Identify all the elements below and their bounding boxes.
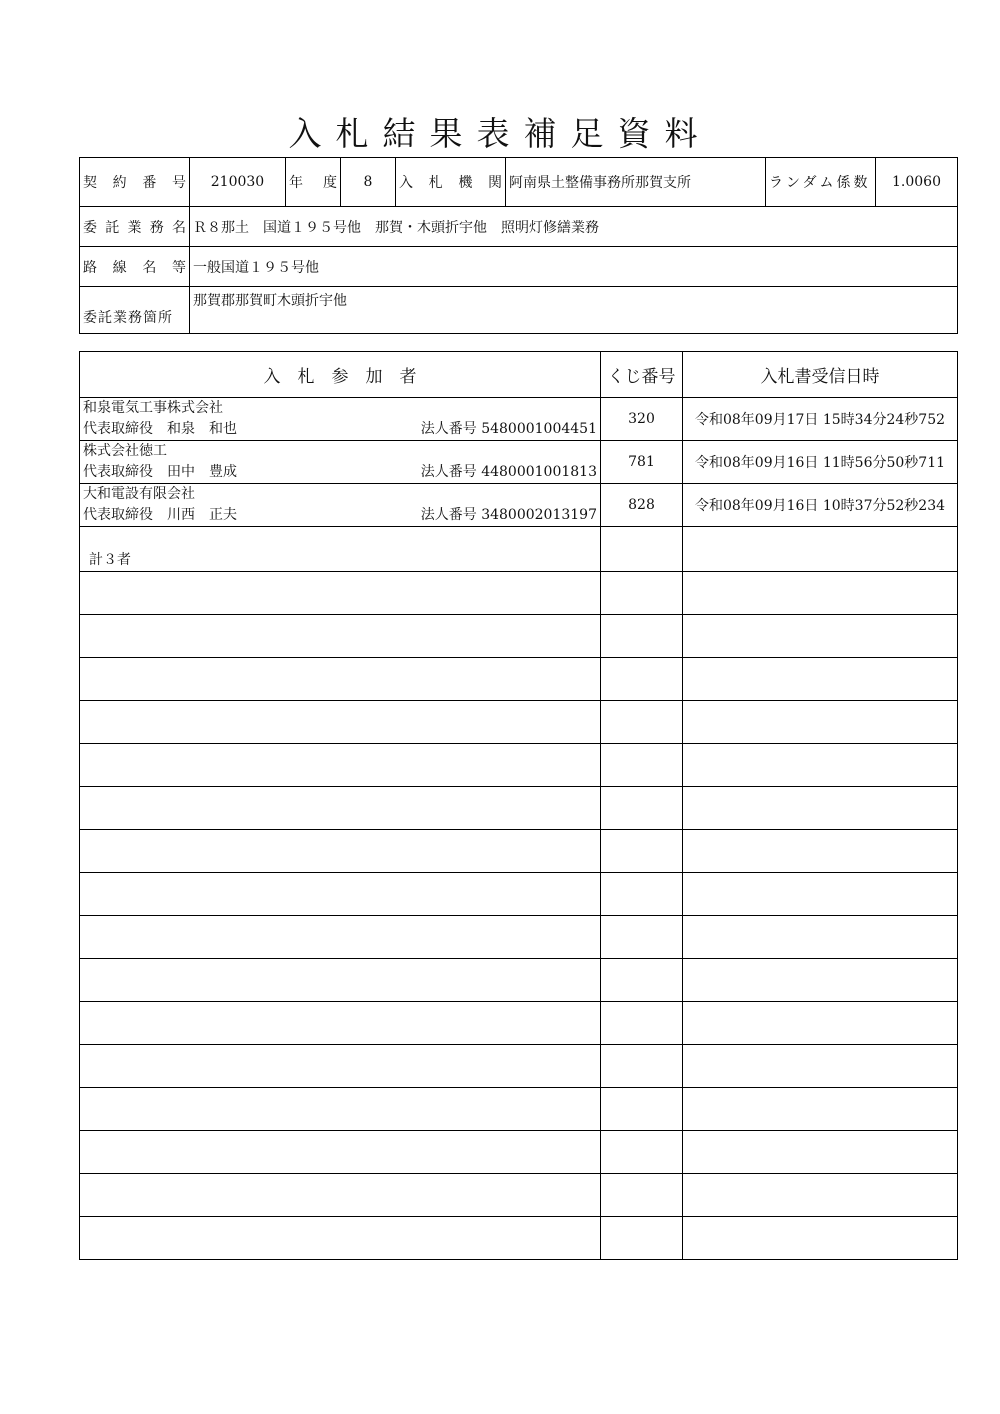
label-char: 路: [83, 259, 97, 276]
empty-cell: [601, 615, 683, 658]
empty-cell: [80, 1174, 601, 1217]
bidder-lottery-no: 781: [601, 441, 683, 484]
bidder-company: 大和電設有限会社: [83, 486, 195, 502]
empty-cell: [80, 873, 601, 916]
empty-cell: [683, 1002, 958, 1045]
bidder-representative: 代表取締役 川西 正夫: [83, 507, 237, 523]
bidder-received-at: 令和08年09月16日 10時37分52秒234: [683, 484, 958, 527]
agency-label: [396, 158, 506, 207]
empty-cell: [601, 527, 683, 572]
table-row: [80, 1088, 958, 1131]
contract-no-value: 210030: [190, 158, 286, 207]
bidder-cell: [80, 441, 601, 484]
random-coef-label: ランダム係数: [766, 158, 876, 207]
table-row: [80, 615, 958, 658]
bidder-cell: [80, 398, 601, 441]
empty-cell: [601, 701, 683, 744]
empty-cell: [80, 744, 601, 787]
empty-cell: [683, 615, 958, 658]
bidder-lottery-no: 320: [601, 398, 683, 441]
empty-cell: [683, 572, 958, 615]
empty-cell: [683, 658, 958, 701]
total-count: 計３者: [89, 552, 131, 568]
table-row: [80, 787, 958, 830]
label-char: 度: [323, 175, 337, 191]
random-coef-value: 1.0060: [876, 158, 958, 207]
empty-cell: [601, 787, 683, 830]
route-value: 一般国道１９５号他: [190, 247, 958, 287]
total-cell: [80, 527, 601, 572]
label-char: 入: [399, 175, 413, 191]
bidder-corp-number: 法人番号 4480001001813: [420, 464, 597, 480]
empty-cell: [601, 658, 683, 701]
empty-cell: [683, 1217, 958, 1260]
label-char: 年: [289, 175, 303, 191]
route-label: [80, 247, 190, 287]
col-received-header: 入札書受信日時: [683, 352, 958, 398]
bidder-rep-row: [83, 505, 597, 526]
bidder-representative: 代表取締役 和泉 和也: [83, 421, 237, 437]
empty-cell: [683, 1131, 958, 1174]
empty-cell: [683, 527, 958, 572]
label-char: 等: [171, 259, 186, 276]
empty-cell: [80, 615, 601, 658]
bidder-company: 和泉電気工事株式会社: [83, 400, 223, 416]
agency-value: 阿南県土整備事務所那賀支所: [506, 158, 766, 207]
table-row: [80, 1217, 958, 1260]
label-char: 号: [171, 175, 186, 191]
location-value: 那賀郡那賀町木頭折宇他: [190, 287, 958, 334]
contract-info-table: [79, 157, 958, 334]
work-name-value: Ｒ８那土 国道１９５号他 那賀・木頭折宇他 照明灯修繕業務: [190, 207, 958, 247]
label-char: 機: [458, 175, 473, 191]
empty-cell: [683, 701, 958, 744]
label-char: 託: [105, 219, 120, 236]
year-label: [286, 158, 341, 207]
table-row: [80, 701, 958, 744]
table-row: [80, 572, 958, 615]
label-char: 契: [83, 175, 97, 191]
bidder-company: 株式会社徳工: [83, 443, 167, 459]
empty-cell: [80, 572, 601, 615]
label-char: 委: [83, 219, 97, 236]
table-row: [80, 658, 958, 701]
empty-cell: [601, 1088, 683, 1131]
label-char: 線: [112, 259, 127, 276]
year-value: 8: [341, 158, 396, 207]
table-row: [80, 1002, 958, 1045]
bidder-received-at: 令和08年09月17日 15時34分24秒752: [683, 398, 958, 441]
empty-cell: [601, 1174, 683, 1217]
table-row: [80, 484, 958, 527]
bidder-rep-row: [83, 419, 597, 440]
empty-cell: [80, 959, 601, 1002]
table-row: [80, 830, 958, 873]
bidder-cell: [80, 484, 601, 527]
empty-cell: [601, 1217, 683, 1260]
contract-no-label: [80, 158, 190, 207]
empty-cell: [80, 658, 601, 701]
label-char: 名: [172, 219, 186, 236]
col-lottery-header: くじ番号: [601, 352, 683, 398]
bidder-lottery-no: 828: [601, 484, 683, 527]
empty-cell: [601, 830, 683, 873]
table-row: [80, 959, 958, 1002]
bidder-rep-row: [83, 462, 597, 483]
table-row: [80, 873, 958, 916]
label-char: 名: [142, 259, 157, 276]
empty-cell: [80, 1045, 601, 1088]
label-char: 札: [428, 175, 443, 191]
empty-cell: [601, 1045, 683, 1088]
empty-cell: [601, 916, 683, 959]
empty-cell: [80, 1131, 601, 1174]
table-row: [80, 1174, 958, 1217]
empty-cell: [683, 787, 958, 830]
empty-cell: [683, 830, 958, 873]
label-char: 番: [142, 175, 157, 191]
empty-cell: [80, 787, 601, 830]
empty-cell: [683, 744, 958, 787]
table-row: [80, 1045, 958, 1088]
empty-cell: [80, 1088, 601, 1131]
empty-cell: [80, 701, 601, 744]
empty-cell: [80, 1217, 601, 1260]
table-row: [80, 916, 958, 959]
empty-cell: [683, 959, 958, 1002]
empty-cell: [80, 1002, 601, 1045]
col-participant-header: 入 札 参 加 者: [80, 352, 601, 398]
bidder-corp-number: 法人番号 3480002013197: [420, 507, 597, 523]
empty-cell: [683, 916, 958, 959]
bidder-representative: 代表取締役 田中 豊成: [83, 464, 237, 480]
work-name-label: [80, 207, 190, 247]
table-row: [80, 744, 958, 787]
empty-cell: [683, 1088, 958, 1131]
empty-cell: [683, 1045, 958, 1088]
table-row: [80, 441, 958, 484]
empty-cell: [683, 873, 958, 916]
total-row: [80, 527, 958, 572]
bidder-corp-number: 法人番号 5480001004451: [420, 421, 597, 437]
empty-cell: [683, 1174, 958, 1217]
label-char: 約: [112, 175, 127, 191]
bid-results-table: [79, 351, 958, 1260]
empty-cell: [601, 1002, 683, 1045]
label-char: 務: [149, 219, 164, 236]
empty-cell: [80, 830, 601, 873]
empty-cell: [80, 916, 601, 959]
empty-cell: [601, 1131, 683, 1174]
empty-cell: [601, 744, 683, 787]
empty-cell: [601, 873, 683, 916]
empty-cell: [601, 572, 683, 615]
table-row: [80, 1131, 958, 1174]
label-char: 関: [487, 175, 502, 191]
empty-cell: [601, 959, 683, 1002]
location-label: 委託業務箇所: [80, 287, 190, 334]
bidder-received-at: 令和08年09月16日 11時56分50秒711: [683, 441, 958, 484]
document-title: 入札結果表補足資料: [288, 114, 712, 153]
label-char: 業: [127, 219, 142, 236]
table-row: [80, 398, 958, 441]
